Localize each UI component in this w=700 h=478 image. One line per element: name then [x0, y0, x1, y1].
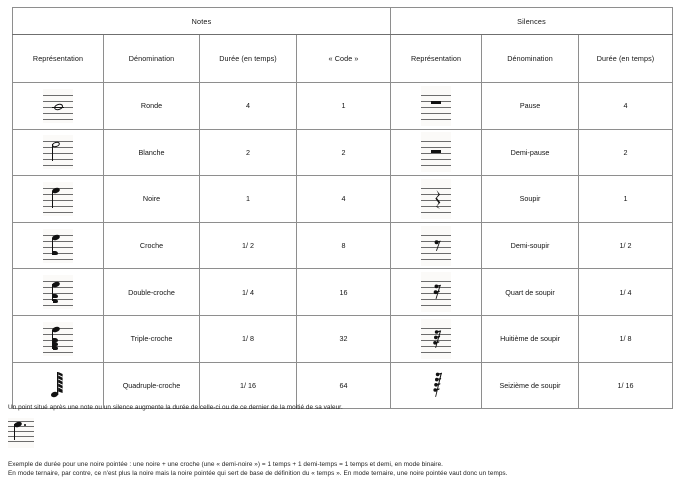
dot-rule-text: Un point situé après une note ou un silence augmente la durée de celle-ci ou de ce dernier de la moitié de sa valeur.	[8, 404, 343, 411]
rest-duration: 1/ 16	[579, 362, 673, 409]
note-duration: 1/ 8	[200, 315, 297, 362]
eighth-note-icon	[43, 229, 73, 263]
dotted-quarter-note-icon	[8, 418, 34, 448]
whole-rest-icon	[421, 86, 451, 126]
table-row	[13, 222, 673, 269]
group-header-row	[13, 8, 673, 35]
note-representation-cell	[13, 315, 104, 362]
table-row	[13, 83, 673, 130]
quarter-note-icon	[43, 182, 73, 216]
table-row	[13, 176, 673, 223]
rest-duration: 1	[579, 176, 673, 223]
note-code: 8	[297, 222, 391, 269]
rest-duration: 1/ 8	[579, 315, 673, 362]
note-values-table	[12, 7, 673, 409]
note-representation-cell	[13, 129, 104, 176]
table-header	[13, 8, 673, 83]
half-note-icon	[43, 135, 73, 169]
note-code: 2	[297, 129, 391, 176]
note-code: 32	[297, 315, 391, 362]
note-duration: 2	[200, 129, 297, 176]
quarter-rest-icon	[421, 179, 451, 219]
note-code: 16	[297, 269, 391, 316]
note-code: 64	[297, 362, 391, 409]
rest-denomination: Soupir	[482, 176, 579, 223]
rest-denomination: Pause	[482, 83, 579, 130]
rest-duration: 2	[579, 129, 673, 176]
rest-representation-cell	[391, 315, 482, 362]
sixtyfourth-note-icon	[43, 368, 73, 402]
rest-representation-cell	[391, 176, 482, 223]
column-header-row	[13, 35, 673, 83]
thirtysecond-note-icon	[43, 322, 73, 356]
note-denomination: Ronde	[104, 83, 200, 130]
note-representation-cell	[13, 83, 104, 130]
note-representation-cell	[13, 362, 104, 409]
half-rest-icon	[421, 132, 451, 172]
rest-denomination: Huitième de soupir	[482, 315, 579, 362]
example-text-line-2: En mode ternaire, par contre, ce n'est plus la noire mais la noire pointée qui sert de base de définition du « temps ». En mode ternaire, une noire pointée vaut donc un temps.	[8, 470, 508, 477]
sixteenth-rest-icon	[421, 272, 451, 312]
note-denomination: Quadruple-croche	[104, 362, 200, 409]
column-header-note-representation: Représentation	[13, 35, 104, 83]
table-row	[13, 315, 673, 362]
table-row	[13, 269, 673, 316]
column-header-rest-denomination: Dénomination	[482, 35, 579, 83]
rest-denomination: Demi-pause	[482, 129, 579, 176]
rest-duration: 4	[579, 83, 673, 130]
example-text-line-1: Exemple de durée pour une noire pointée : une noire + une croche (une « demi-noire ») = 1 temps + 1 demi-temps = 1 temps et demi, en mode binaire.	[8, 461, 444, 468]
table-body	[13, 83, 673, 409]
rest-denomination: Quart de soupir	[482, 269, 579, 316]
rest-denomination: Seizième de soupir	[482, 362, 579, 409]
note-denomination: Blanche	[104, 129, 200, 176]
rest-representation-cell	[391, 269, 482, 316]
note-code: 1	[297, 83, 391, 130]
rest-denomination: Demi-soupir	[482, 222, 579, 269]
column-header-note-duration: Durée (en temps)	[200, 35, 297, 83]
thirtysecond-rest-icon	[421, 319, 451, 359]
note-denomination: Croche	[104, 222, 200, 269]
group-header-notes: Notes	[13, 8, 391, 35]
group-header-silences: Silences	[391, 8, 673, 35]
note-duration: 1/ 4	[200, 269, 297, 316]
sixteenth-note-icon	[43, 275, 73, 309]
note-duration: 4	[200, 83, 297, 130]
rest-representation-cell	[391, 222, 482, 269]
eighth-rest-icon	[421, 226, 451, 266]
rest-representation-cell	[391, 362, 482, 409]
table-row	[13, 129, 673, 176]
note-denomination: Triple-croche	[104, 315, 200, 362]
table-row	[13, 362, 673, 409]
column-header-rest-duration: Durée (en temps)	[579, 35, 673, 83]
note-duration: 1/ 2	[200, 222, 297, 269]
note-representation-cell	[13, 222, 104, 269]
rest-duration: 1/ 2	[579, 222, 673, 269]
note-representation-cell	[13, 176, 104, 223]
note-representation-cell	[13, 269, 104, 316]
rest-representation-cell	[391, 129, 482, 176]
note-denomination: Double-croche	[104, 269, 200, 316]
column-header-rest-representation: Représentation	[391, 35, 482, 83]
column-header-note-denomination: Dénomination	[104, 35, 200, 83]
column-header-note-code: « Code »	[297, 35, 391, 83]
rest-duration: 1/ 4	[579, 269, 673, 316]
sixtyfourth-rest-icon	[421, 365, 451, 405]
note-code: 4	[297, 176, 391, 223]
whole-note-icon	[43, 89, 73, 123]
rest-representation-cell	[391, 83, 482, 130]
note-denomination: Noire	[104, 176, 200, 223]
note-duration: 1/ 16	[200, 362, 297, 409]
note-duration: 1	[200, 176, 297, 223]
